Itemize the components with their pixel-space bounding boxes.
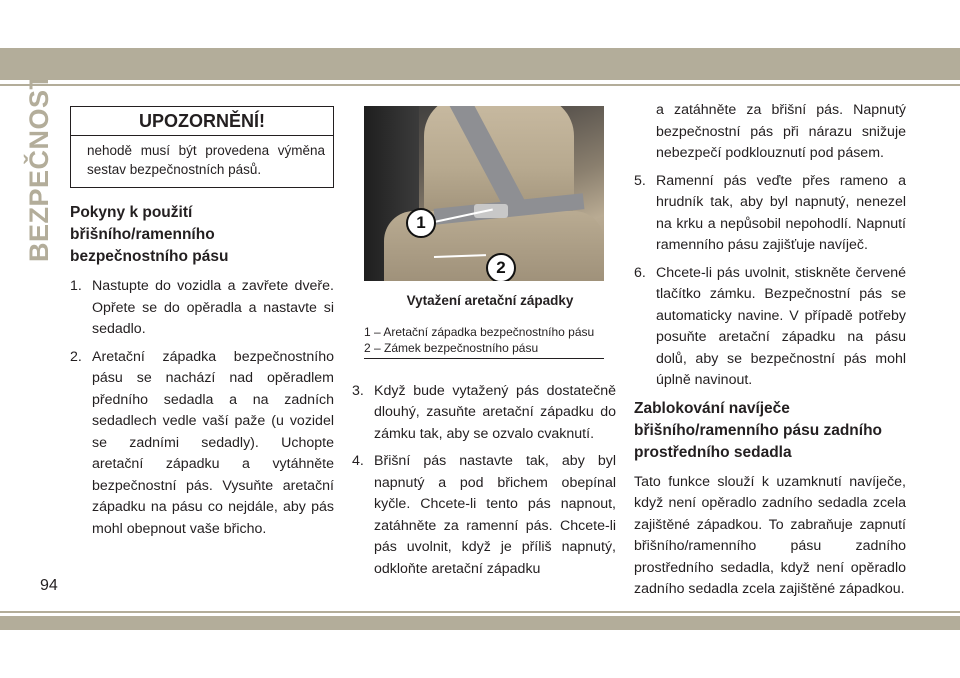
figure-caption: Vytažení aretační západky [406, 293, 574, 308]
section1-heading: Pokyny k použití břišního/ramenního bezpečnostního pásu [70, 204, 229, 265]
legend-item-1: 1 – Aretační západka bezpečnostního pásu [364, 324, 595, 339]
step-number: 2. [70, 348, 82, 365]
step-text: Když bude vytažený pás dostatečně dlouhý, zasuňte aretační západku do zámku tak, aby se ozvalo cvaknutí. [374, 382, 616, 442]
column-right [634, 100, 906, 601]
section2-heading: Zablokování navíječe břišního/ramenního pásu zadního prostředního sedadla [634, 399, 883, 461]
warning-text: nehodě musí být provedena výměna sestav bezpečnostních pásů. [87, 143, 325, 177]
step-item [70, 347, 334, 541]
column-left [70, 106, 334, 546]
step-number: 3. [352, 382, 364, 399]
step4-continuation: a zatáhněte za břišní pás. Napnutý bezpečnostní pás při nárazu snižuje nebezpečí podklouznutí pod pásem. [656, 102, 906, 161]
step-item [352, 381, 616, 446]
seatbelt-photo [364, 106, 604, 281]
callout-1: 1 [406, 208, 436, 238]
step-text: Chcete-li pás uvolnit, stiskněte červené tlačítko zámku. Bezpečnostní pás se automaticky navine. V případě potřeby posuňte aretační západku na pásu dolů, aby se bezpečnostní pás mohl úplně navinout. [656, 264, 906, 388]
steps-list-part2 [352, 381, 616, 581]
step-text: Aretační západka bezpečnostního pásu se nachází nad opěradlem předního sedadla a na zadních sedadlech vedle vaší paže (u vozidel se zadními sedadly). Uchopte aretační západku a vytáhněte bezpečnostní pás. Vysuňte aretační západku na pásu co nejdále, aby pás mohl obepnout vaše břicho. [92, 348, 334, 537]
step-number: 5. [634, 172, 646, 189]
header-rule [0, 84, 960, 86]
step-text: Nastupte do vozidla a zavřete dveře. Opřete se do opěradla a nastavte si sedadlo. [92, 278, 334, 337]
warning-box [70, 106, 334, 188]
legend-item-2: 2 – Zámek bezpečnostního pásu [364, 340, 539, 355]
section-side-tab: BEZPEČNOST [24, 72, 54, 262]
callout-2: 2 [486, 253, 516, 281]
header-band [0, 48, 960, 80]
steps-list-part1 [70, 276, 334, 540]
section2-text: Tato funkce slouží k uzamknutí navíječe, když není opěradlo zadního sedadla zcela zajištěné západkou. To zabraňuje zapnutí břišního/ramenního pásu zadního prostředního sedadla, když není opěradlo zadního sedadla zcela zajištěné západkou. [634, 473, 906, 597]
steps-list-part3 [634, 171, 906, 392]
figure-legend [364, 324, 604, 359]
step-text: Břišní pás nastavte tak, aby byl napnutý a pod břichem obepínal kyčle. Chcete-li tento pás napnout, zatáhněte za ramenní pás. Chcete-li pás uvolnit, když je příliš napnutý, odkloňte aretační západku [374, 453, 616, 577]
step-item [70, 276, 334, 341]
footer-rule [0, 611, 960, 613]
step-item [634, 171, 906, 257]
step-number: 4. [352, 453, 364, 469]
step-number: 6. [634, 264, 646, 281]
step-item [634, 263, 906, 392]
page-number: 94 [40, 577, 58, 594]
footer-band [0, 616, 960, 630]
column-middle [352, 106, 616, 586]
step-item [352, 451, 616, 580]
warning-title: UPOZORNĚNÍ! [71, 107, 333, 136]
step-text: Ramenní pás veďte přes rameno a hrudník tak, aby byl napnutý, nenezel na krku a nepůsobil nepohodlí. Napnutí ramenního pásu zajišťuje navíječ. [656, 172, 906, 253]
step-number: 1. [70, 278, 82, 294]
